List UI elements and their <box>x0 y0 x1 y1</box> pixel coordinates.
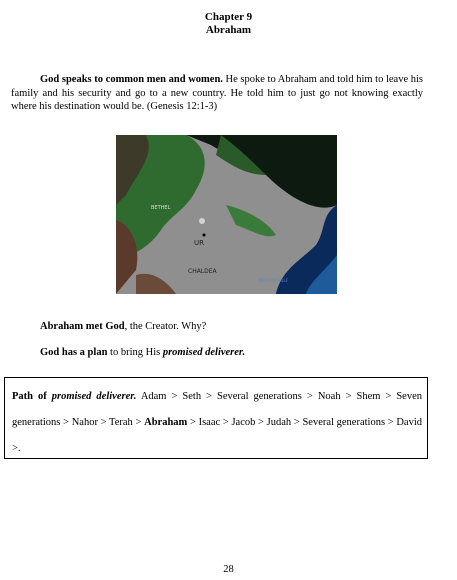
met-line <box>40 320 206 333</box>
met-line-bold: Abraham met God <box>40 321 125 332</box>
intro-body: He spoke to Abraham and told him to leave his family and his security and go to a new country. He told him to just go not knowing exactly where his destination would be. (Genesis 12:1-3) <box>11 74 424 112</box>
plan-line-bold: God has a plan <box>40 347 108 358</box>
intro-lead: God speaks to common men and women. <box>40 74 223 85</box>
path-label-prefix: Path of <box>12 391 52 402</box>
path-seq-2: > Isaac > Jacob > Judah > Several generations > David >. <box>12 417 422 454</box>
path-text <box>12 384 422 462</box>
path-box <box>4 377 428 459</box>
plan-line-mid: to bring His <box>107 347 163 358</box>
path-label-emph: promised deliverer. <box>51 391 137 402</box>
page-number: 28 <box>223 564 234 575</box>
chapter-number: Chapter 9 <box>204 11 253 23</box>
map-label-persian-gulf: PERSIAN GULF <box>259 278 288 283</box>
path-seq-1: Adam > Seth > Several generations > Noah > Shem > Seven generations > Nahor > Terah > <box>12 391 423 428</box>
plan-line-emph: promised deliverer. <box>162 347 246 358</box>
plan-line <box>40 346 245 359</box>
intro-paragraph <box>11 73 423 114</box>
chapter-title: Abraham <box>205 24 252 36</box>
map-image <box>116 135 337 294</box>
met-line-rest: , the Creator. Why? <box>124 321 207 332</box>
map-label-chaldea: CHALDEA <box>188 268 217 275</box>
path-abraham: Abraham <box>144 417 188 428</box>
map-label-ur: UR <box>194 239 204 247</box>
map-label-bethel: BETHEL <box>151 205 171 211</box>
